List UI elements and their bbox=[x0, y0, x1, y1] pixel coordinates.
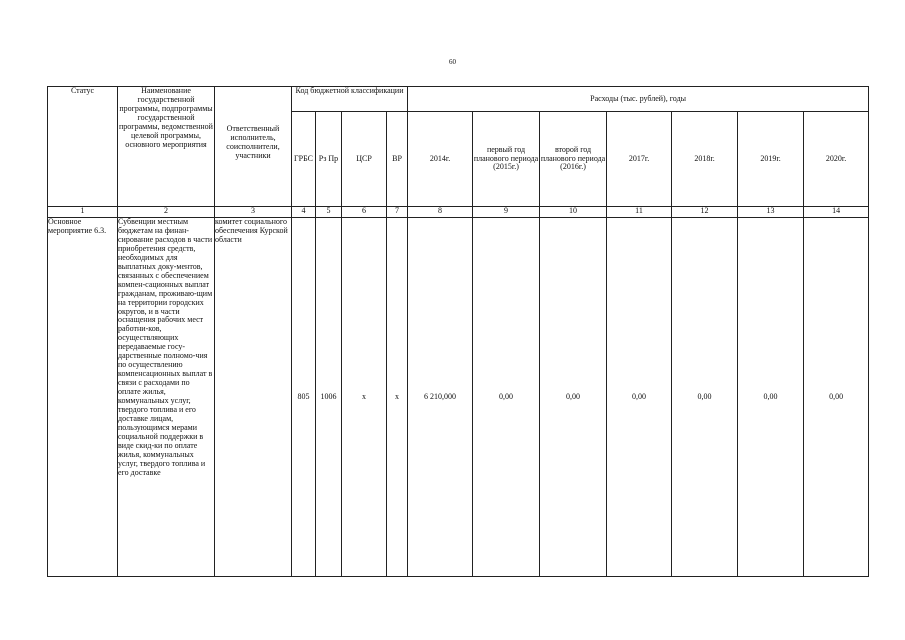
header-budget-code: Код бюджетной классификации bbox=[292, 87, 408, 112]
row-executor: комитет социального обеспечения Курской области bbox=[215, 218, 292, 577]
row-value-2019: 0,00 bbox=[738, 218, 804, 577]
header-csr: ЦСР bbox=[342, 112, 387, 207]
column-number: 9 bbox=[473, 207, 540, 218]
row-value-2018: 0,00 bbox=[672, 218, 738, 577]
row-vr: х bbox=[387, 218, 408, 577]
table-row bbox=[48, 218, 869, 577]
header-status: Статус bbox=[48, 87, 118, 207]
header-year-2015: первый год планового периода (2015г.) bbox=[473, 112, 540, 207]
header-year-2017: 2017г. bbox=[607, 112, 672, 207]
row-value-2015: 0,00 bbox=[473, 218, 540, 577]
column-number: 5 bbox=[316, 207, 342, 218]
header-year-2018: 2018г. bbox=[672, 112, 738, 207]
column-number-row bbox=[48, 207, 869, 218]
row-grbs: 805 bbox=[292, 218, 316, 577]
row-value-2014: 6 210,000 bbox=[408, 218, 473, 577]
page-number: 60 bbox=[449, 58, 456, 66]
column-number: 10 bbox=[540, 207, 607, 218]
header-name: Наименование государственной программы, подпрограммы государственной программы, ведомственной целевой программы, основного мероприятия bbox=[118, 87, 215, 207]
row-value-2017: 0,00 bbox=[607, 218, 672, 577]
column-number: 7 bbox=[387, 207, 408, 218]
column-number: 6 bbox=[342, 207, 387, 218]
budget-table bbox=[47, 86, 869, 577]
row-rzpr: 1006 bbox=[316, 218, 342, 577]
row-value-2020: 0,00 bbox=[804, 218, 869, 577]
column-number: 14 bbox=[804, 207, 869, 218]
column-number: 3 bbox=[215, 207, 292, 218]
column-number: 1 bbox=[48, 207, 118, 218]
row-status: Основное мероприятие 6.3. bbox=[48, 218, 118, 577]
row-name: Субвенции местным бюджетам на финан-сирование расходов в части приобретения средств, необходимых для выплатных доку-ментов, связанных с обеспечением компен-сационных выплат гражданам, проживаю-щим на территории городских округов, и в части оснащения рабочих мест работни-ков, осуществляющих передаваемые госу-дарственные полномо-чия по осуществлению компенсационных выплат в связи с расходами по оплате жилья, коммунальных услуг, твердого топлива и его доставке лицам, пользующимся мерами социальной поддержки в виде скид-ки по оплате жилья, коммунальных услуг, твердого топлива и его доставке bbox=[118, 218, 215, 577]
column-number: 11 bbox=[607, 207, 672, 218]
header-vr: ВР bbox=[387, 112, 408, 207]
header-expenses: Расходы (тыс. рублей), годы bbox=[408, 87, 869, 112]
header-grbs: ГРБС bbox=[292, 112, 316, 207]
column-number: 12 bbox=[672, 207, 738, 218]
row-csr: х bbox=[342, 218, 387, 577]
header-year-2019: 2019г. bbox=[738, 112, 804, 207]
column-number: 4 bbox=[292, 207, 316, 218]
header-year-2014: 2014г. bbox=[408, 112, 473, 207]
column-number: 13 bbox=[738, 207, 804, 218]
header-year-2020: 2020г. bbox=[804, 112, 869, 207]
column-number: 2 bbox=[118, 207, 215, 218]
row-value-2016: 0,00 bbox=[540, 218, 607, 577]
header-rzpr: Рз Пр bbox=[316, 112, 342, 207]
column-number: 8 bbox=[408, 207, 473, 218]
header-year-2016: второй год планового периода (2016г.) bbox=[540, 112, 607, 207]
header-executor: Ответственный исполнитель, соисполнители, участники bbox=[215, 87, 292, 207]
